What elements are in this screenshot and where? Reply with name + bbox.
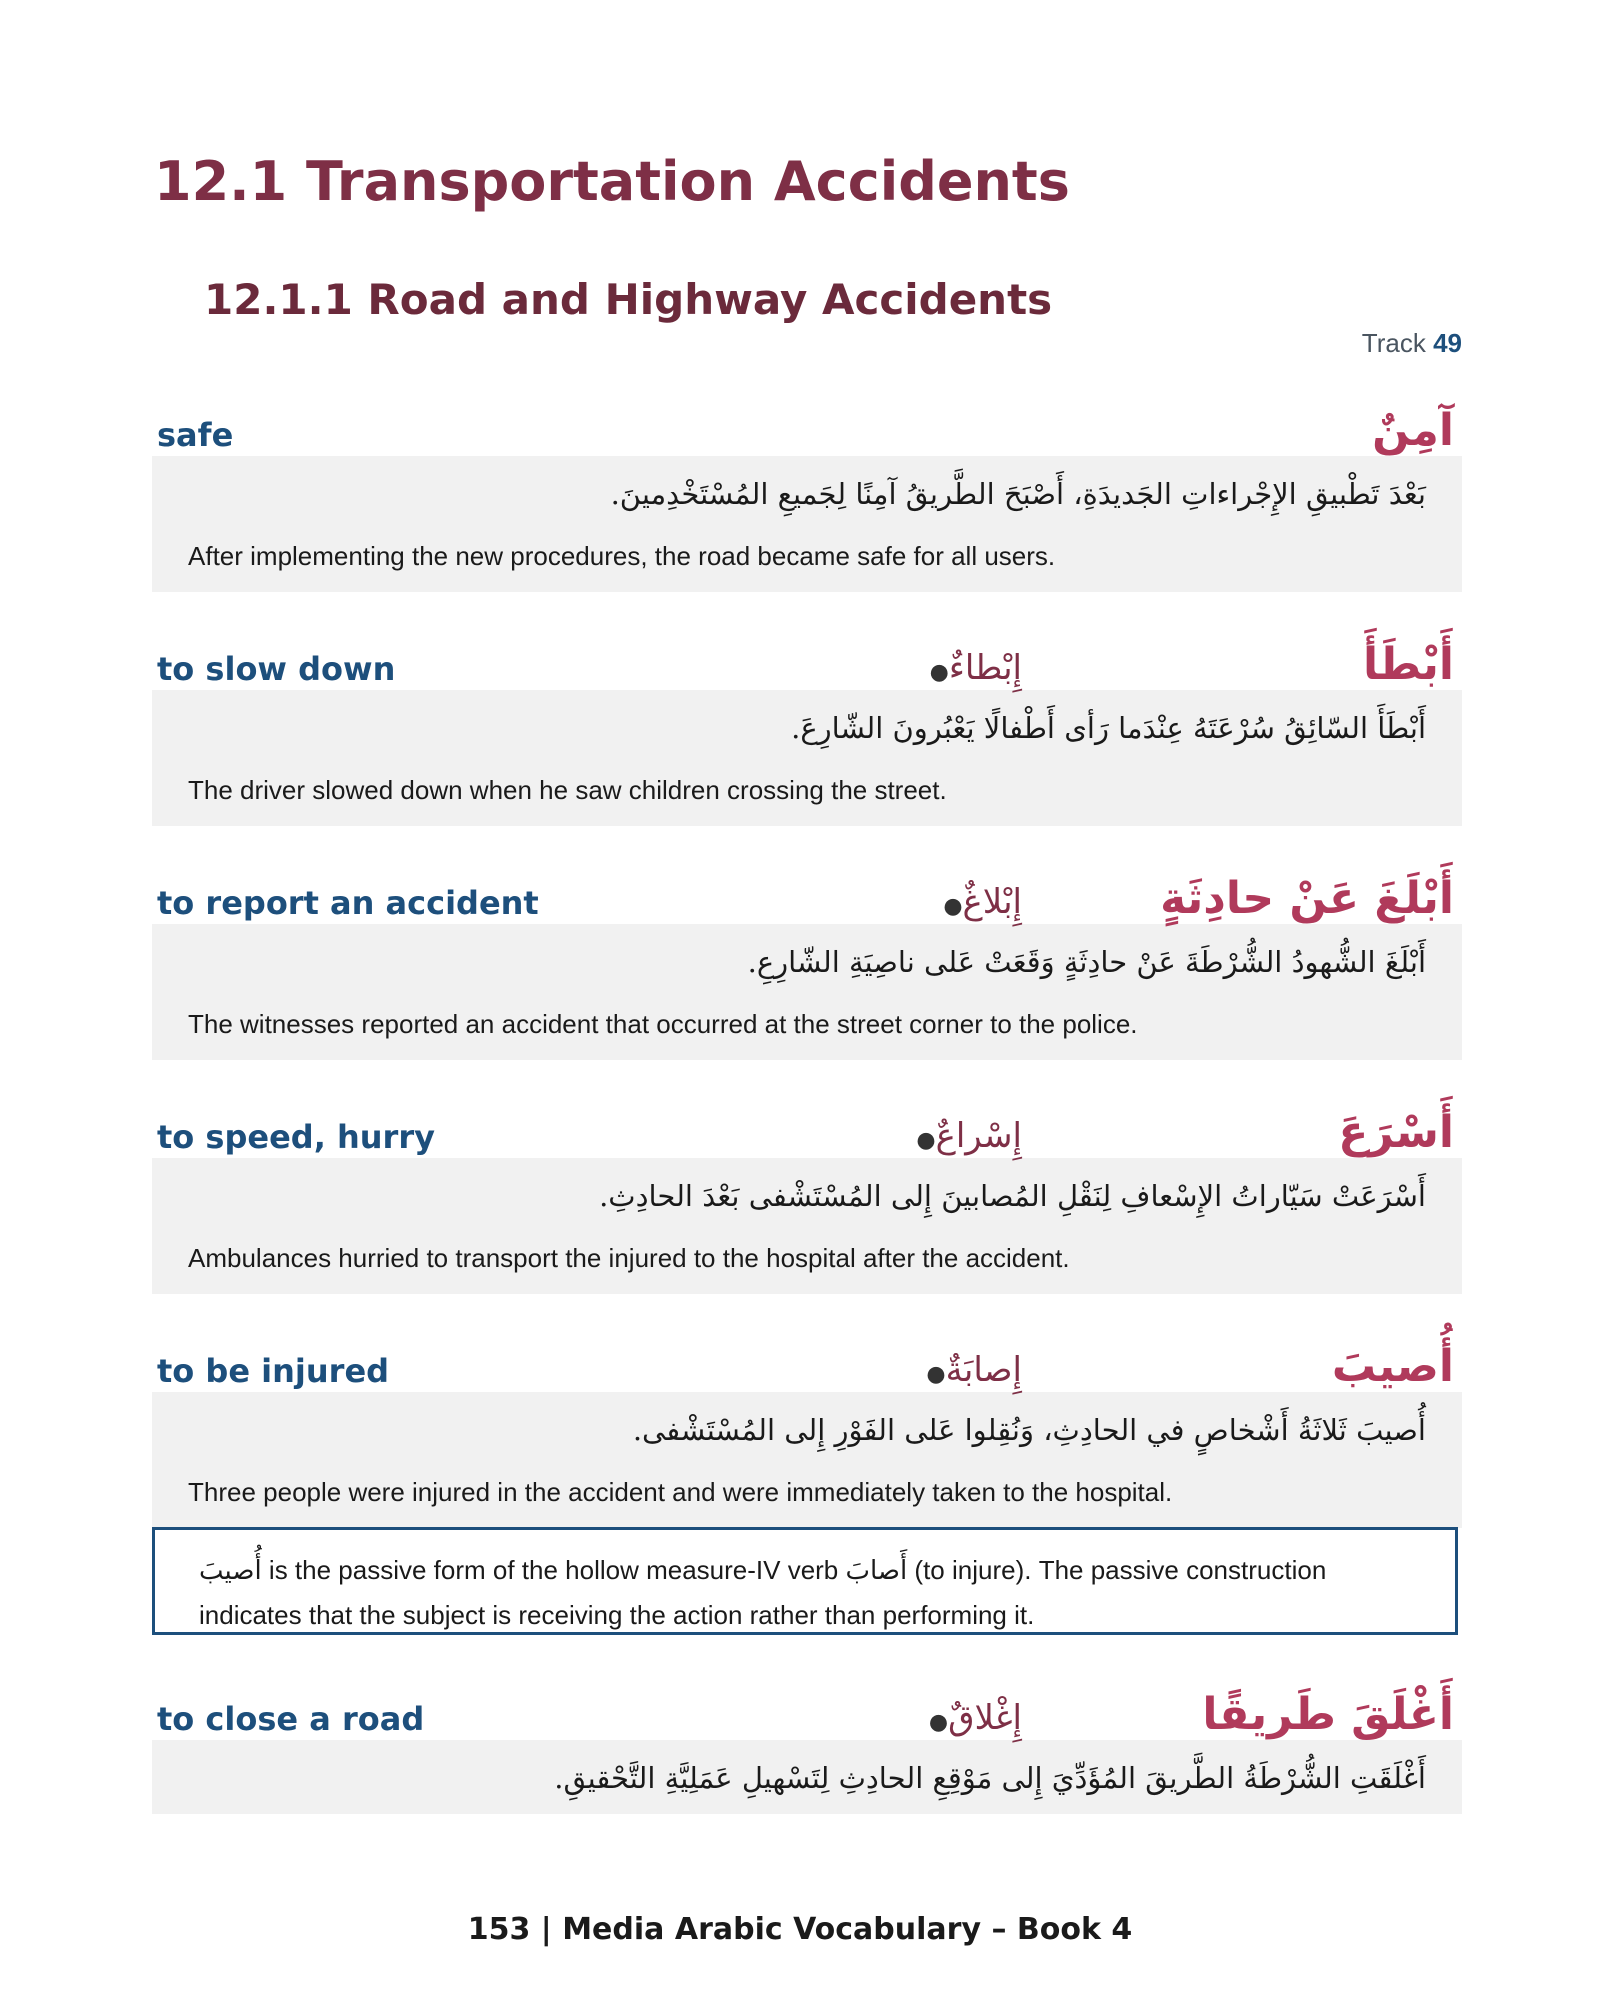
example-box <box>152 1158 1462 1294</box>
grammar-note <box>152 1527 1458 1635</box>
track-text: Track <box>1361 328 1426 358</box>
arabic-term: أُصيبَ <box>1331 1341 1454 1392</box>
masdar-text: إِبْطاءٌ <box>948 648 1022 688</box>
english-term: to report an accident <box>157 884 539 922</box>
bullet-icon: ● <box>928 1710 949 1735</box>
vocab-entry <box>152 1334 1462 1528</box>
bullet-icon: ● <box>916 1128 936 1153</box>
arabic-term: أَبْطَأَ <box>1363 639 1454 690</box>
arabic-term: أَبْلَغَ عَنْ حادِثَةٍ <box>1160 873 1454 924</box>
note-text-1: is the passive form of the hollow measure-IV verb <box>261 1555 846 1585</box>
page-footer: 153 | Media Arabic Vocabulary – Book 4 <box>467 1912 1133 1947</box>
example-box <box>152 1740 1462 1814</box>
bullet-icon: ● <box>929 660 949 685</box>
arabic-example: بَعْدَ تَطْبيقِ الإِجْراءاتِ الجَديدَةِ، أَصْبَحَ الطَّريقُ آمِنًا لِجَميعِ المُسْتَخْدِمينَ. <box>610 477 1426 511</box>
masdar-form <box>916 1350 1022 1390</box>
note-arabic-word: أُصيبَ <box>199 1556 262 1586</box>
vocab-entry <box>152 632 1462 826</box>
english-term: to speed, hurry <box>157 1118 435 1156</box>
masdar-form <box>933 882 1022 922</box>
english-term: to slow down <box>157 650 396 688</box>
arabic-term: آمِنٌ <box>1372 405 1454 456</box>
example-box <box>152 456 1462 592</box>
masdar-text: إِسْراعٌ <box>935 1116 1022 1156</box>
bullet-icon: ● <box>943 894 963 919</box>
arabic-example: أُصيبَ ثَلاثَةُ أَشْخاصٍ في الحادِثِ، وَنُقِلوا عَلى الفَوْرِ إِلى المُسْتَشْفى. <box>632 1413 1426 1447</box>
arabic-example: أَغْلَقَتِ الشُّرْطَةُ الطَّريقَ المُؤَدِّيَ إِلى مَوْقِعِ الحادِثِ لِتَسْهيلِ عَمَلِيَّةِ التَّحْقيقِ. <box>554 1761 1426 1795</box>
note-text-2: (to injure). The passive construction indicates that the subject is receiving the action rather than performing it. <box>199 1555 1327 1630</box>
vocab-entry <box>152 398 1462 592</box>
arabic-example: أَبْلَغَ الشُّهودُ الشُّرْطَةَ عَنْ حادِثَةٍ وَقَعَتْ عَلى ناصِيَةِ الشّارِعِ. <box>747 945 1426 979</box>
masdar-form <box>906 1116 1022 1156</box>
arabic-term: أَغْلَقَ طَريقًا <box>1202 1689 1454 1740</box>
section-title: 12.1 Transportation Accidents <box>154 150 1070 213</box>
arabic-example: أَسْرَعَتْ سَيّاراتُ الإِسْعافِ لِنَقْلِ المُصابينَ إِلى المُسْتَشْفى بَعْدَ الحادِثِ. <box>599 1179 1426 1213</box>
bullet-icon: ● <box>926 1362 946 1387</box>
masdar-form <box>920 648 1022 688</box>
english-translation: After implementing the new procedures, the road became safe for all users. <box>188 541 1056 571</box>
english-translation: Three people were injured in the accident and were immediately taken to the hospital. <box>188 1477 1173 1507</box>
subsection-title: 12.1.1 Road and Highway Accidents <box>204 275 1053 324</box>
masdar-form <box>919 1698 1022 1738</box>
vocab-entry <box>152 866 1462 1060</box>
track-label <box>1362 328 1462 359</box>
english-translation: Ambulances hurried to transport the injured to the hospital after the accident. <box>188 1243 1070 1273</box>
example-box <box>152 1392 1462 1528</box>
english-translation: The witnesses reported an accident that occurred at the street corner to the police. <box>188 1009 1138 1039</box>
vocab-entry <box>152 1100 1462 1294</box>
arabic-term: أَسْرَعَ <box>1338 1107 1454 1158</box>
english-term: to close a road <box>157 1700 425 1738</box>
example-box <box>152 690 1462 826</box>
arabic-example: أَبْطَأَ السّائِقُ سُرْعَتَهُ عِنْدَما رَأى أَطْفالًا يَعْبُرونَ الشّارِعَ. <box>791 711 1426 745</box>
example-box <box>152 924 1462 1060</box>
vocab-entry <box>152 1682 1462 1814</box>
english-term: safe <box>157 416 234 454</box>
note-arabic-root: أَصابَ <box>845 1556 908 1586</box>
masdar-text: إِبْلاغٌ <box>962 882 1022 922</box>
english-term: to be injured <box>157 1352 390 1390</box>
track-number: 49 <box>1433 328 1462 358</box>
masdar-text: إِصابَةٌ <box>945 1350 1022 1390</box>
masdar-text: إِغْلاقٌ <box>948 1698 1022 1738</box>
english-translation: The driver slowed down when he saw children crossing the street. <box>188 775 947 805</box>
